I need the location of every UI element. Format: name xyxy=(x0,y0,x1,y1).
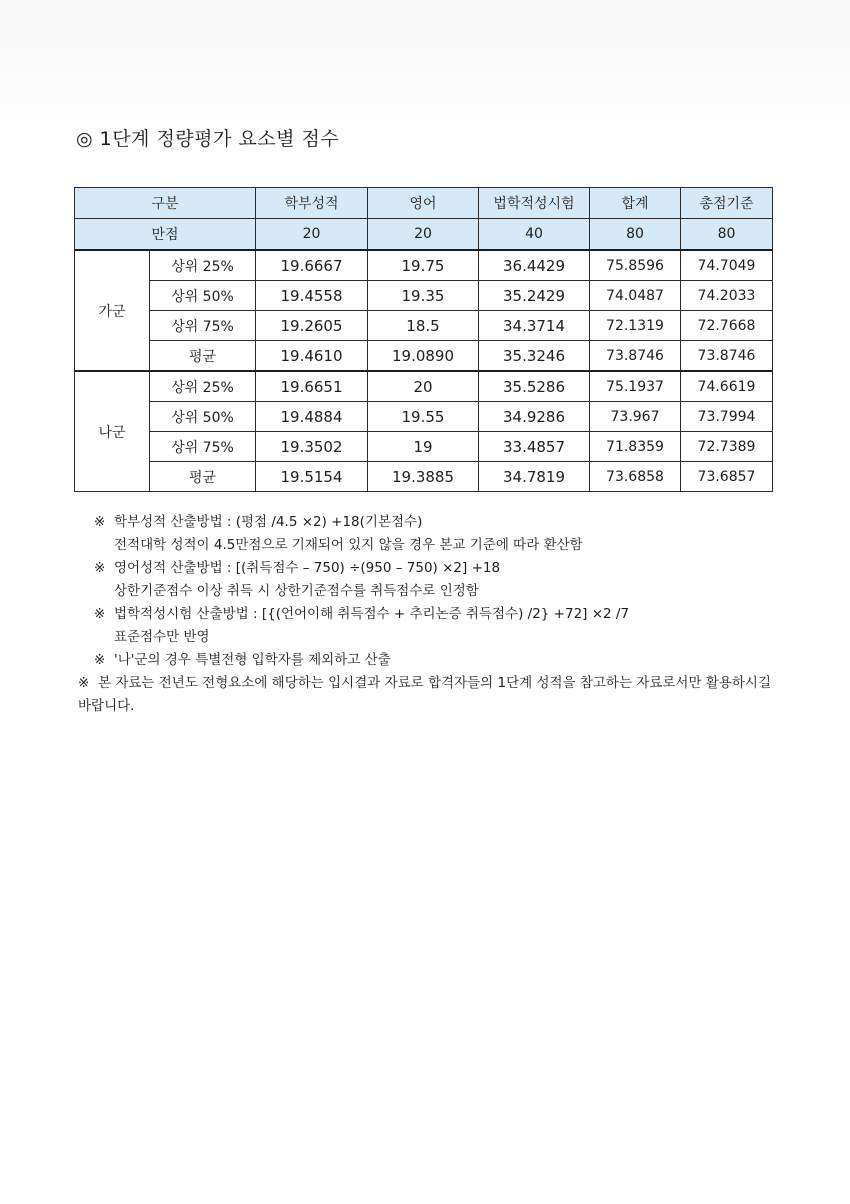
max-score-value: 80 xyxy=(590,219,681,251)
note-item xyxy=(94,557,784,580)
score-cell: 75.8596 xyxy=(590,250,681,281)
note-item xyxy=(94,511,784,534)
row-label: 상위 50% xyxy=(150,402,256,432)
reference-mark-icon: ※ xyxy=(94,606,106,622)
note-text: 학부성적 산출방법 : (평점 /4.5 ×2) +18(기본점수) xyxy=(114,514,423,530)
score-cell: 73.8746 xyxy=(590,341,681,372)
header-undergrad-gpa: 학부성적 xyxy=(256,188,368,219)
row-label: 평균 xyxy=(150,462,256,492)
score-cell: 33.4857 xyxy=(479,432,590,462)
note-subtext: 표준점수만 반영 xyxy=(114,629,210,645)
score-cell: 19.4610 xyxy=(256,341,368,372)
note-subtext: 전적대학 성적이 4.5만점으로 기재되어 있지 않을 경우 본교 기준에 따라 환산함 xyxy=(114,537,583,553)
score-cell: 19.6667 xyxy=(256,250,368,281)
note-text: 본 자료는 전년도 전형요소에 해당하는 입시결과 자료로 합격자들의 1단계 성적을 참고하는 자료로서만 활용하시길 바랍니다. xyxy=(78,675,772,714)
row-label: 상위 75% xyxy=(150,311,256,341)
score-cell: 36.4429 xyxy=(479,250,590,281)
score-cell: 19.4558 xyxy=(256,281,368,311)
max-score-value: 80 xyxy=(681,219,773,251)
max-score-value: 20 xyxy=(256,219,368,251)
header-row xyxy=(75,188,773,219)
score-cell: 74.0487 xyxy=(590,281,681,311)
header-leet: 법학적성시험 xyxy=(479,188,590,219)
row-label: 상위 25% xyxy=(150,371,256,402)
max-score-value: 40 xyxy=(479,219,590,251)
table-row xyxy=(75,462,773,492)
table-row xyxy=(75,371,773,402)
score-cell: 74.2033 xyxy=(681,281,773,311)
table-row xyxy=(75,341,773,372)
score-cell: 19.2605 xyxy=(256,311,368,341)
note-text: '나'군의 경우 특별전형 입학자를 제외하고 산출 xyxy=(114,652,391,668)
group-label: 가군 xyxy=(75,250,150,371)
reference-mark-icon: ※ xyxy=(94,652,106,668)
score-cell: 19.35 xyxy=(368,281,479,311)
score-cell: 73.6858 xyxy=(590,462,681,492)
score-cell: 71.8359 xyxy=(590,432,681,462)
score-cell: 72.7668 xyxy=(681,311,773,341)
score-cell: 19.5154 xyxy=(256,462,368,492)
score-cell: 73.6857 xyxy=(681,462,773,492)
score-cell: 20 xyxy=(368,371,479,402)
table-row xyxy=(75,402,773,432)
note-item xyxy=(94,603,784,626)
score-cell: 19.75 xyxy=(368,250,479,281)
max-score-label: 만점 xyxy=(75,219,256,251)
score-cell: 73.8746 xyxy=(681,341,773,372)
score-cell: 35.3246 xyxy=(479,341,590,372)
score-cell: 75.1937 xyxy=(590,371,681,402)
header-sum: 합계 xyxy=(590,188,681,219)
reference-mark-icon: ※ xyxy=(94,514,106,530)
score-cell: 72.1319 xyxy=(590,311,681,341)
score-cell: 34.3714 xyxy=(479,311,590,341)
score-cell: 74.7049 xyxy=(681,250,773,281)
score-cell: 19.55 xyxy=(368,402,479,432)
page-title: ◎ 1단계 정량평가 요소별 점수 xyxy=(76,128,340,150)
row-label: 상위 75% xyxy=(150,432,256,462)
table-row xyxy=(75,250,773,281)
score-cell: 35.5286 xyxy=(479,371,590,402)
note-text: 법학적성시험 산출방법 : [{(언어이해 취득점수 + 추리논증 취득점수) /2} +72] ×2 /7 xyxy=(114,606,630,622)
score-table xyxy=(74,187,773,492)
score-cell: 72.7389 xyxy=(681,432,773,462)
max-score-row xyxy=(75,219,773,251)
score-cell: 74.6619 xyxy=(681,371,773,402)
group-label: 나군 xyxy=(75,371,150,492)
note-item xyxy=(94,649,784,672)
note-text: 영어성적 산출방법 : [(취득점수 – 750) ÷(950 – 750) ×2] +18 xyxy=(114,560,501,576)
table-row xyxy=(75,311,773,341)
row-label: 평균 xyxy=(150,341,256,372)
header-category: 구분 xyxy=(75,188,256,219)
score-cell: 35.2429 xyxy=(479,281,590,311)
score-cell: 73.967 xyxy=(590,402,681,432)
score-cell: 34.9286 xyxy=(479,402,590,432)
notes-section xyxy=(78,511,784,718)
score-cell: 19.3885 xyxy=(368,462,479,492)
score-cell: 19.3502 xyxy=(256,432,368,462)
score-cell: 19.4884 xyxy=(256,402,368,432)
header-english: 영어 xyxy=(368,188,479,219)
row-label: 상위 25% xyxy=(150,250,256,281)
score-cell: 19.6651 xyxy=(256,371,368,402)
score-cell: 19 xyxy=(368,432,479,462)
note-item xyxy=(78,672,784,718)
score-cell: 34.7819 xyxy=(479,462,590,492)
row-label: 상위 50% xyxy=(150,281,256,311)
reference-mark-icon: ※ xyxy=(78,675,90,691)
score-cell: 18.5 xyxy=(368,311,479,341)
score-cell: 73.7994 xyxy=(681,402,773,432)
score-cell: 19.0890 xyxy=(368,341,479,372)
reference-mark-icon: ※ xyxy=(94,560,106,576)
max-score-value: 20 xyxy=(368,219,479,251)
note-subtext: 상한기준점수 이상 취득 시 상한기준점수를 취득점수로 인정함 xyxy=(114,583,479,599)
table-row xyxy=(75,281,773,311)
table-row xyxy=(75,432,773,462)
header-total-basis: 총점기준 xyxy=(681,188,773,219)
